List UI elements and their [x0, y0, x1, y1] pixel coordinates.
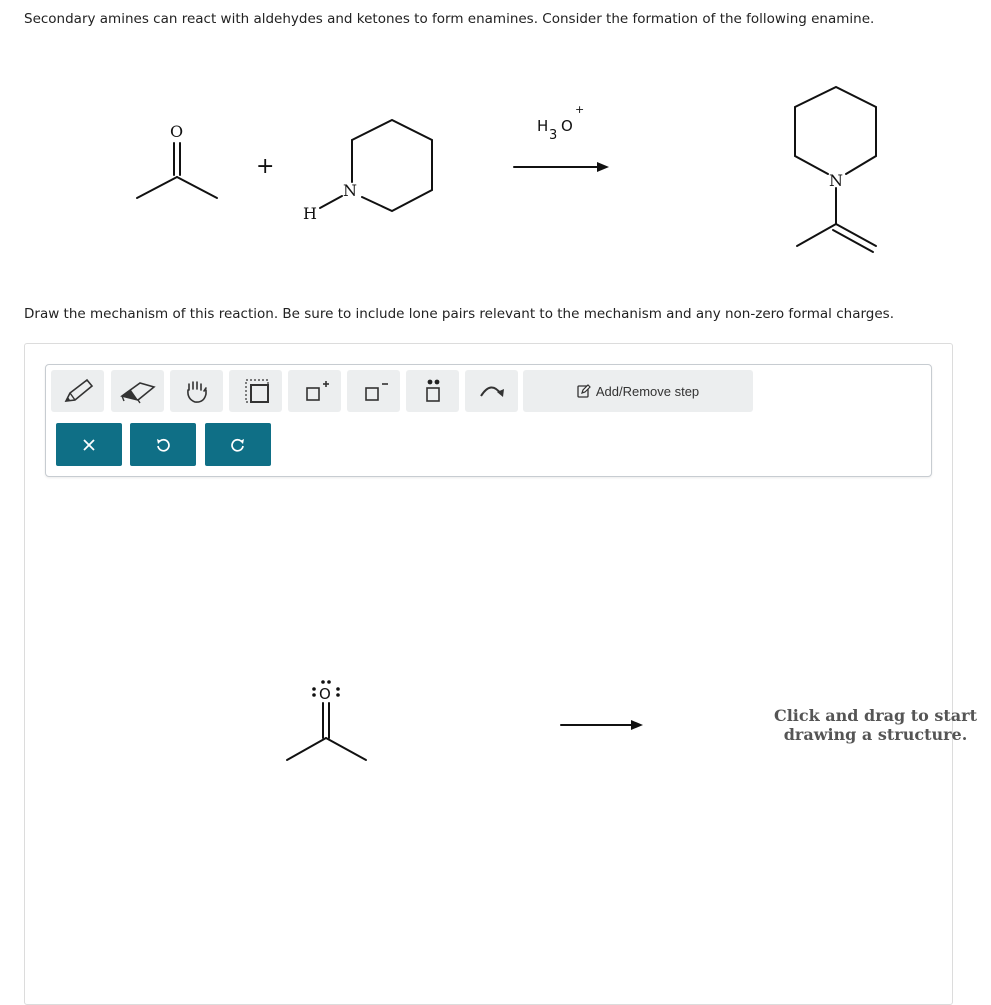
add-remove-step-button[interactable]	[523, 370, 753, 412]
redo-button[interactable]	[205, 423, 271, 466]
reagent-charge: +	[575, 103, 585, 116]
intro-text: Secondary amines can react with aldehydes and ketones to form enamines. Consider the formation of the following enamine.	[24, 11, 875, 27]
undo-button[interactable]	[130, 423, 196, 466]
pencil-icon	[56, 374, 100, 408]
plus-sign: +	[256, 154, 275, 179]
curved-arrow-icon	[470, 374, 514, 408]
clear-button[interactable]	[56, 423, 122, 466]
eraser-tool[interactable]	[111, 370, 164, 412]
reagent-h: H	[537, 117, 549, 135]
add-remove-step-label: Add/Remove step	[595, 383, 700, 399]
undo-icon	[155, 437, 171, 453]
pencil-tool[interactable]	[51, 370, 104, 412]
reagent-o: O	[561, 117, 573, 135]
positive-charge-tool[interactable]	[288, 370, 341, 412]
plus-charge-icon	[293, 374, 337, 408]
edit-icon	[577, 384, 591, 398]
select-tool[interactable]	[229, 370, 282, 412]
amine-hydrogen-label: H	[303, 204, 317, 223]
lone-pair-tool[interactable]	[406, 370, 459, 412]
hand-icon	[175, 374, 219, 408]
hint-line-2: drawing a structure.	[783, 725, 968, 744]
ketone-oxygen-label: O	[170, 122, 184, 141]
amine-nitrogen-label: N	[343, 181, 357, 200]
lone-pair-icon	[411, 374, 455, 408]
curved-arrow-tool[interactable]	[465, 370, 518, 412]
canvas-hint	[768, 706, 983, 744]
minus-charge-icon	[352, 374, 396, 408]
hand-tool[interactable]	[170, 370, 223, 412]
instruction-text: Draw the mechanism of this reaction. Be sure to include lone pairs relevant to the mechanism and any non-zero formal charges.	[24, 306, 894, 322]
close-icon	[81, 437, 97, 453]
selection-icon	[234, 374, 278, 408]
reagent-subscript: 3	[549, 128, 558, 143]
canvas-oxygen-label: O	[319, 685, 331, 703]
hint-line-1: Click and drag to start	[773, 706, 977, 725]
negative-charge-tool[interactable]	[347, 370, 400, 412]
product-nitrogen-label: N	[829, 171, 843, 190]
reaction-scheme	[0, 40, 991, 270]
eraser-icon	[116, 374, 160, 408]
redo-icon	[230, 437, 246, 453]
